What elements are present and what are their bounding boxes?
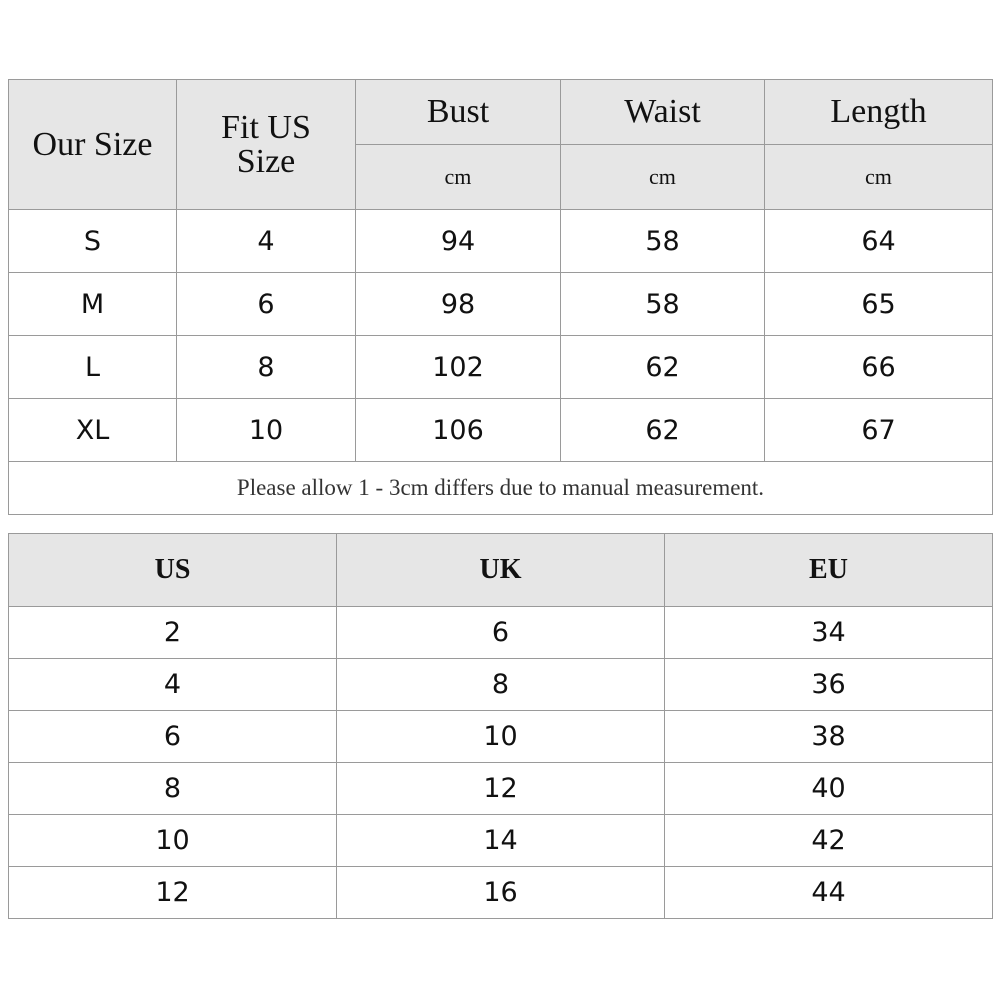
waist-cell: 58 [561,273,765,336]
uk-cell: 16 [337,867,665,919]
eu-cell: 38 [665,711,993,763]
length-cell: 64 [765,210,993,273]
table-row [9,399,993,462]
fit-us-cell: 6 [177,273,356,336]
us-cell: 4 [9,659,337,711]
fit-us-cell: 10 [177,399,356,462]
header-length: Length [765,80,993,145]
length-cell: 66 [765,336,993,399]
us-cell: 2 [9,607,337,659]
uk-cell: 10 [337,711,665,763]
size-chart-table [8,79,993,515]
our-size-cell: M [9,273,177,336]
fit-us-cell: 8 [177,336,356,399]
us-cell: 6 [9,711,337,763]
eu-cell: 34 [665,607,993,659]
bust-cell: 98 [356,273,561,336]
table-row [9,336,993,399]
unit-length: cm [765,145,993,210]
eu-cell: 40 [665,763,993,815]
table-row [9,867,993,919]
eu-cell: 42 [665,815,993,867]
table-row [9,607,993,659]
header-waist: Waist [561,80,765,145]
waist-cell: 58 [561,210,765,273]
waist-cell: 62 [561,399,765,462]
uk-cell: 8 [337,659,665,711]
eu-cell: 44 [665,867,993,919]
us-cell: 8 [9,763,337,815]
table-row [9,763,993,815]
length-cell: 67 [765,399,993,462]
header-us: US [9,534,337,607]
table-row [9,210,993,273]
us-cell: 12 [9,867,337,919]
header-bust: Bust [356,80,561,145]
uk-cell: 12 [337,763,665,815]
eu-cell: 36 [665,659,993,711]
uk-cell: 6 [337,607,665,659]
fit-us-cell: 4 [177,210,356,273]
bust-cell: 102 [356,336,561,399]
our-size-cell: L [9,336,177,399]
unit-bust: cm [356,145,561,210]
table-row [9,815,993,867]
waist-cell: 62 [561,336,765,399]
table-row [9,273,993,336]
header-eu: EU [665,534,993,607]
uk-cell: 14 [337,815,665,867]
table-row [9,711,993,763]
unit-waist: cm [561,145,765,210]
header-our-size: Our Size [9,80,177,210]
measurement-note: Please allow 1 - 3cm differs due to manual measurement. [9,462,993,515]
bust-cell: 94 [356,210,561,273]
our-size-cell: XL [9,399,177,462]
header-fit-us-size: Fit US Size [177,80,356,210]
length-cell: 65 [765,273,993,336]
header-uk: UK [337,534,665,607]
size-conversion-table [8,533,993,919]
table-row [9,659,993,711]
bust-cell: 106 [356,399,561,462]
us-cell: 10 [9,815,337,867]
our-size-cell: S [9,210,177,273]
